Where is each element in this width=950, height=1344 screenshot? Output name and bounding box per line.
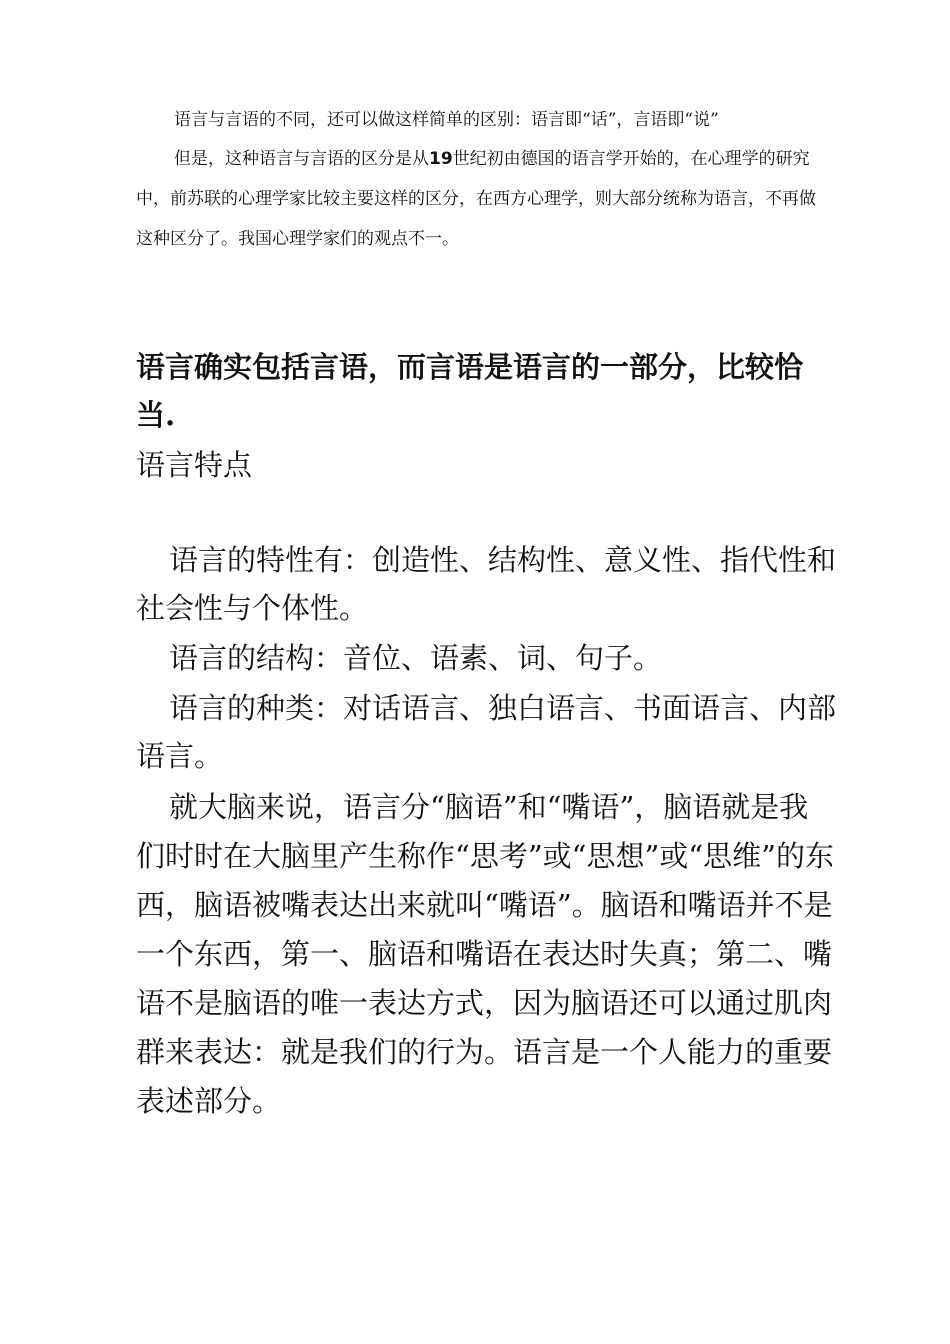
section-title: 语言特点 xyxy=(136,448,253,482)
intro-paragraph-2-suffix: 世纪初由德国的语言学开始的，在心理学的研究中，前苏联的心理学家比较主要这样的区分，在西方心理学，则大部分统称为语言，不再做这种区分了。我国心理学家们的观点不一。 xyxy=(136,149,816,249)
brain-speech-paragraph: 就大脑来说，语言分“脑语”和“嘴语”，脑语就是我们时时在大脑里产生称作“思考”或“思想”或“思维”的东西，脑语被嘴表达出来就叫“嘴语”。脑语和嘴语并不是一个东西，第一、脑语和嘴语在表达时失真；第二、嘴语不是脑语的唯一表达方式，因为脑语还可以通过肌肉群来表达：就是我们的行为。语言是一个人能力的重要表述部分。 xyxy=(136,790,834,1118)
intro-paragraph-2-prefix: 但是，这种语言与言语的区分是从 xyxy=(174,149,429,169)
language-features: 语言的特性有：创造性、结构性、意义性、指代性和社会性与个体性。 xyxy=(136,543,837,625)
language-types: 语言的种类：对话语言、独白语言、书面语言、内部语言。 xyxy=(136,691,837,773)
intro-line-1-text: 语言与言语的不同，还可以做这样简单的区别：语言即“话”，言语即“说” xyxy=(174,110,719,130)
intro-line-1 xyxy=(136,100,826,140)
intro-paragraph-2 xyxy=(136,139,826,259)
century-number: 19 xyxy=(429,149,453,169)
conclusion-text: 语言确实包括言语，而言语是语言的一部分，比较恰当. xyxy=(136,350,804,432)
language-structure: 语言的结构：音位、语素、词、句子。 xyxy=(169,641,663,675)
